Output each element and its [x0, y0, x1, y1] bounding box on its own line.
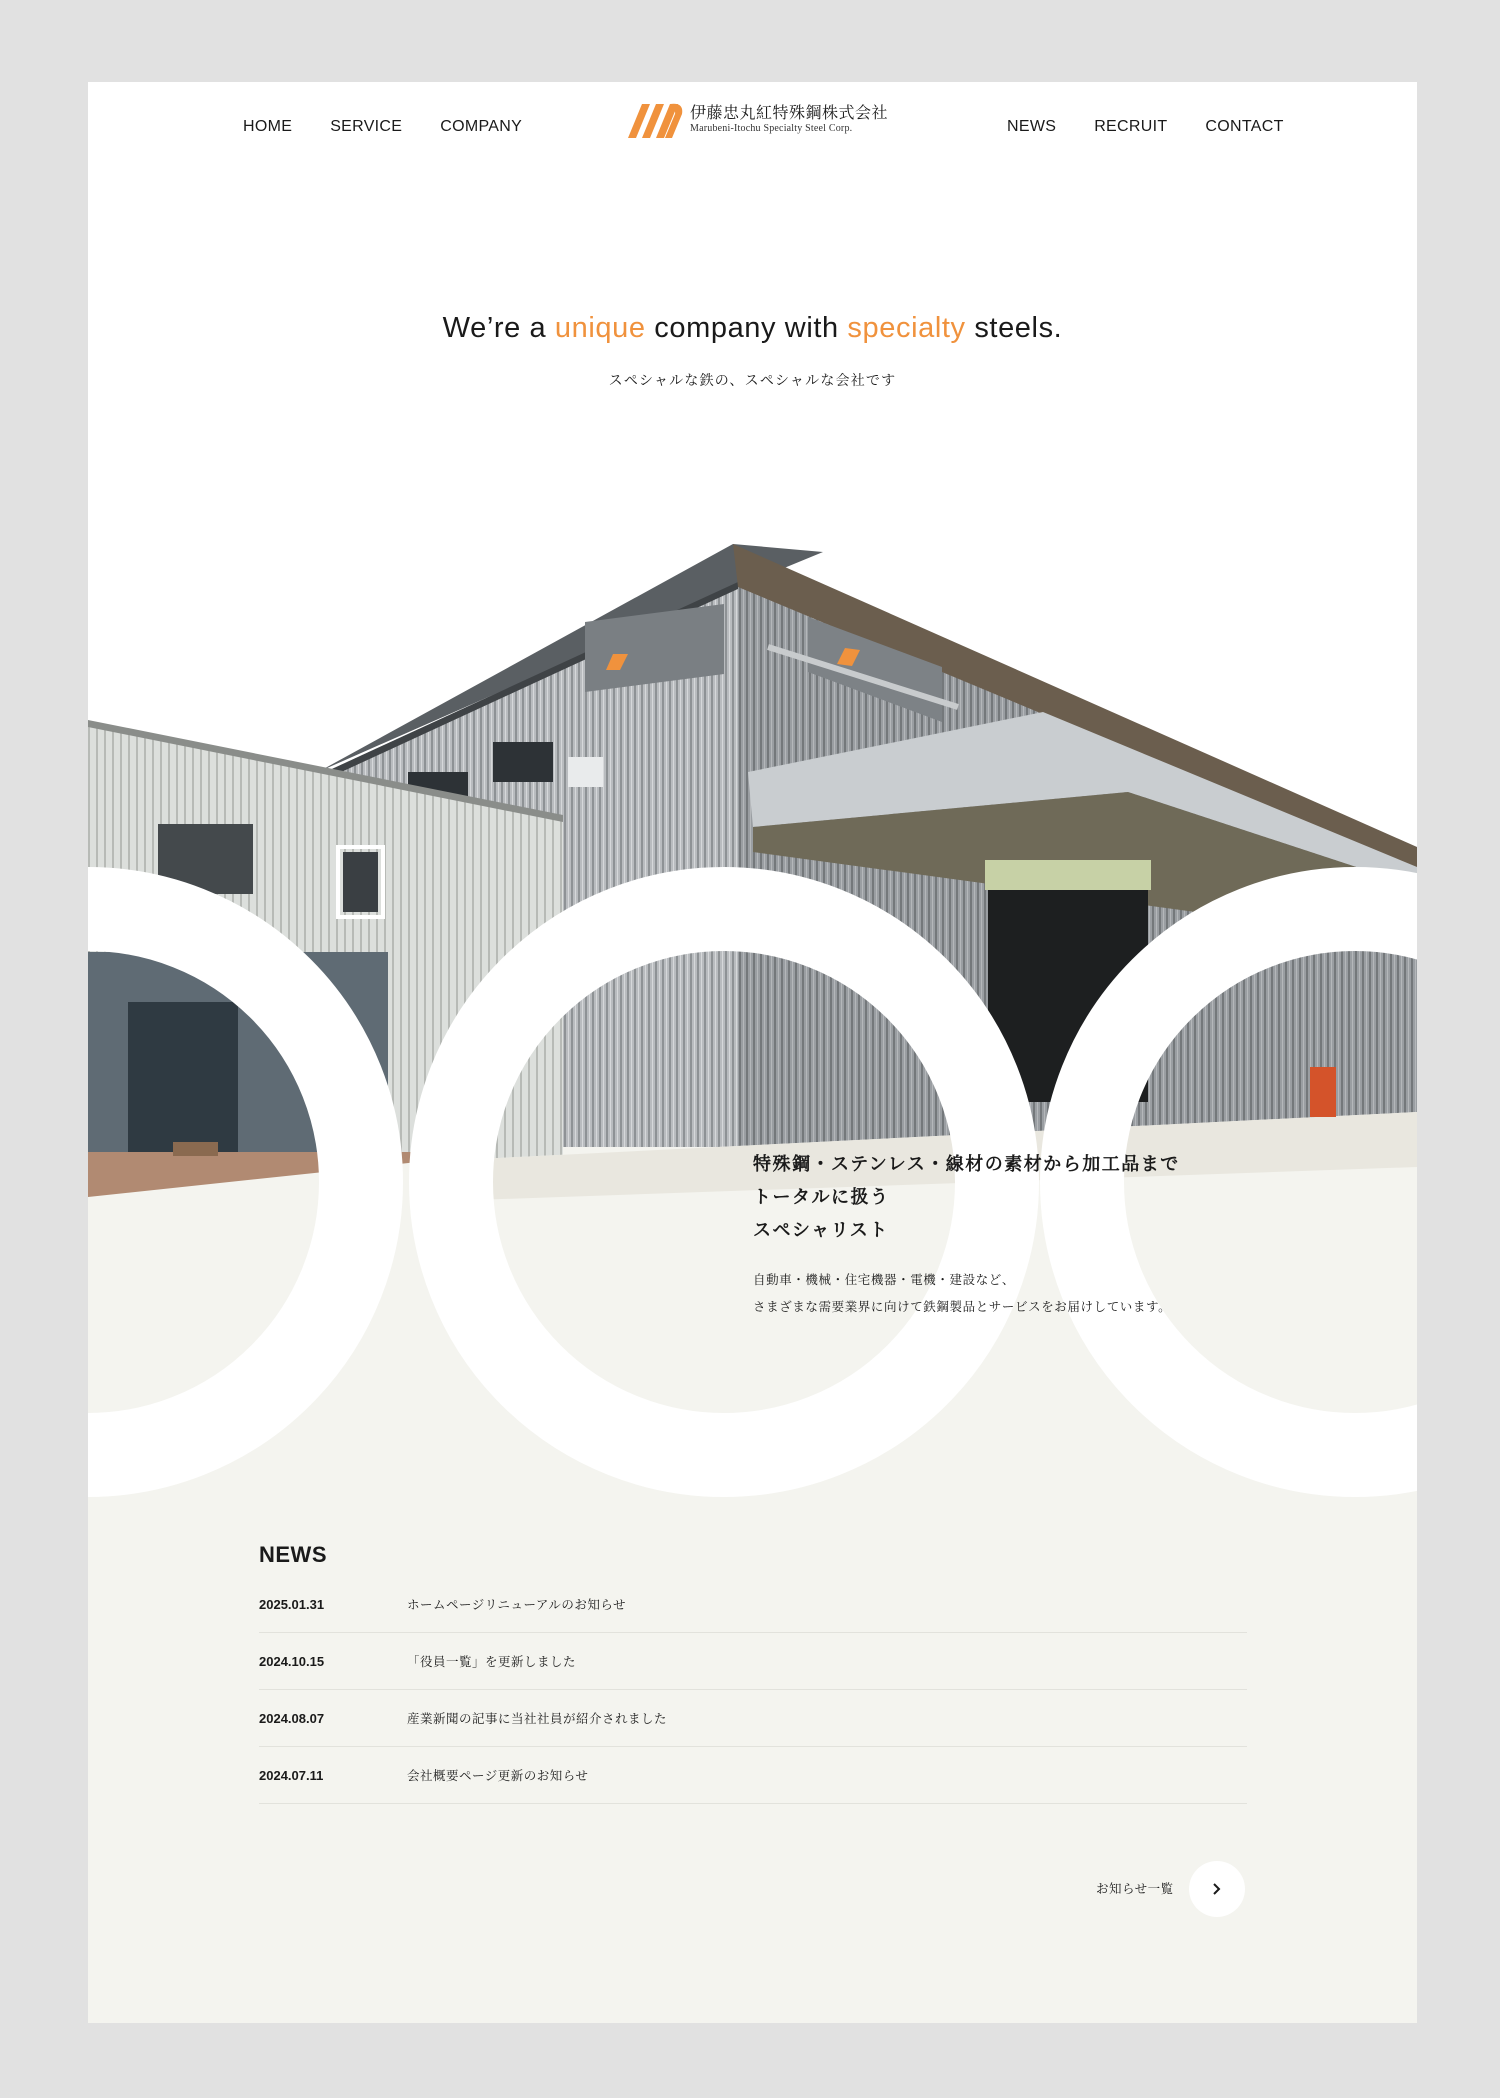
hero-title [88, 312, 1417, 345]
page-frame [88, 82, 1417, 2023]
hero-title-part: company with [645, 312, 848, 344]
nav-service[interactable]: SERVICE [330, 118, 403, 135]
news-item[interactable] [259, 1747, 1247, 1804]
logo-text [690, 104, 888, 136]
tagline-body: 自動車・機械・住宅機器・電機・建設など、 さまざまな需要業界に向けて鉄鋼製品とサービスをお届けしています。 [753, 1272, 1172, 1314]
logo-name-en: Marubeni-Itochu Specialty Steel Corp. [690, 123, 853, 134]
news-section-title: NEWS [259, 1542, 327, 1567]
news-date: 2024.07.11 [259, 1767, 324, 1783]
primary-nav-left [243, 118, 522, 136]
warehouse-building-photo [88, 452, 1417, 1502]
nav-home[interactable]: HOME [243, 118, 293, 135]
nav-news[interactable]: NEWS [1007, 118, 1057, 135]
company-logo-mark-icon [626, 100, 684, 140]
hero-title-accent: unique [554, 312, 646, 344]
nav-contact[interactable]: CONTACT [1205, 118, 1284, 135]
chevron-right-icon [1211, 1882, 1223, 1896]
news-text: 会社概要ページ更新のお知らせ [407, 1768, 589, 1783]
nav-recruit[interactable]: RECRUIT [1094, 118, 1168, 135]
news-text: 産業新聞の記事に当社社員が紹介されました [407, 1711, 668, 1726]
hero-title-accent: specialty [847, 312, 966, 344]
news-more-link[interactable]: お知らせ一覧 [1096, 1881, 1174, 1896]
news-item[interactable] [259, 1633, 1247, 1690]
news-date: 2024.10.15 [259, 1653, 325, 1669]
hero-title-part: steels. [965, 312, 1063, 344]
news-list [259, 1576, 1247, 1804]
nav-company[interactable]: COMPANY [440, 118, 523, 135]
news-text: 「役員一覧」を更新しました [407, 1654, 577, 1669]
logo-name-ja: 伊藤忠丸紅特殊鋼株式会社 [690, 103, 889, 122]
hero-subtitle: スペシャルな鉄の、スペシャルな会社です [608, 373, 897, 389]
news-date: 2024.08.07 [259, 1710, 325, 1726]
news-item[interactable] [259, 1576, 1247, 1633]
hero-title-part: We’re a [442, 312, 555, 344]
news-more-button[interactable] [1189, 1861, 1245, 1917]
news-date: 2025.01.31 [259, 1596, 325, 1612]
site-logo[interactable] [626, 100, 888, 140]
news-item[interactable] [259, 1690, 1247, 1747]
news-text: ホームページリニューアルのお知らせ [407, 1597, 627, 1612]
primary-nav-right [1007, 118, 1284, 136]
tagline-heading: 特殊鋼・ステンレス・線材の素材から加工品まで トータルに扱う スペシャリスト [753, 1154, 1180, 1241]
